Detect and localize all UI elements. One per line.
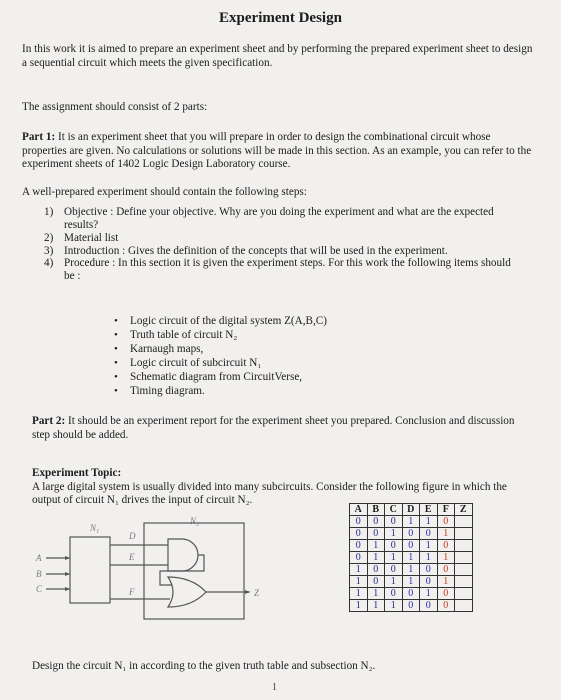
n1-block	[70, 537, 110, 603]
table-cell: 1	[385, 600, 403, 612]
part1-text: It is an experiment sheet that you will prepare in order to design the combinational circuit whose properties are given. No calculations or solutions will be made in this section. As an example, you can refer to the experiment sheets of 1402 Logic Design Laboratory course.	[22, 131, 532, 170]
table-cell: 0	[367, 564, 385, 576]
truth-table	[349, 503, 473, 612]
circuit-diagram	[32, 515, 272, 635]
table-row	[350, 588, 473, 600]
table-cell	[455, 528, 473, 540]
and-gate	[168, 539, 198, 571]
table-cell	[455, 588, 473, 600]
table-cell: 0	[385, 588, 403, 600]
table-cell: 0	[385, 564, 403, 576]
input-a-label: A	[36, 553, 42, 563]
table-cell: 1	[367, 600, 385, 612]
table-cell: 1	[420, 540, 438, 552]
table-row	[350, 600, 473, 612]
table-cell: 1	[385, 528, 403, 540]
part2-label: Part 2:	[32, 415, 66, 427]
table-cell: 0	[367, 516, 385, 528]
table-cell: 0	[402, 540, 420, 552]
table-cell: 0	[437, 600, 455, 612]
steps-intro: A well-prepared experiment should contain the following steps:	[22, 186, 307, 198]
n1-label: N₁	[90, 523, 100, 533]
header-z: Z	[455, 504, 473, 516]
table-cell: 1	[420, 516, 438, 528]
wire-d-label: D	[129, 531, 136, 541]
part2-paragraph	[32, 415, 532, 442]
table-cell: 1	[402, 516, 420, 528]
table-cell: 0	[420, 564, 438, 576]
table-cell: 0	[437, 564, 455, 576]
part2-text: It should be an experiment report for the experiment sheet you prepared. Conclusion and discussion step should be added.	[32, 415, 515, 441]
experiment-topic	[32, 467, 532, 508]
table-cell: 0	[350, 516, 368, 528]
input-b-label: B	[36, 569, 42, 579]
table-cell: 0	[385, 540, 403, 552]
bullet-item: • Logic circuit of the digital system Z(A,B,C)	[112, 314, 492, 328]
table-cell: 0	[437, 588, 455, 600]
table-cell: 1	[350, 564, 368, 576]
assignment-line: The assignment should consist of 2 parts:	[22, 101, 208, 113]
page-title: Experiment Design	[219, 10, 342, 26]
bullet-item: • Karnaugh maps,	[112, 342, 492, 356]
table-cell: 1	[385, 552, 403, 564]
table-cell: 0	[402, 528, 420, 540]
part1-paragraph	[22, 131, 534, 172]
part1-label: Part 1:	[22, 131, 56, 143]
closing-instruction: Design the circuit N₁ in according to the given truth table and subsection N₂.	[32, 660, 376, 672]
step-item: 4) Procedure : In this section it is given the experiment steps. For this work the following items should be :	[44, 257, 511, 282]
topic-heading: Experiment Topic:	[32, 467, 122, 479]
step-item: 1) Objective : Define your objective. Why are you doing the experiment and what are the expected results?	[44, 206, 494, 231]
table-cell: 0	[437, 540, 455, 552]
table-cell: 0	[420, 576, 438, 588]
input-c-label: C	[36, 584, 43, 594]
topic-text: A large digital system is usually divided into many subcircuits. Consider the following figure in which the output of circuit N₁ drives the input of circuit N₂.	[32, 480, 507, 506]
table-row	[350, 516, 473, 528]
table-cell: 1	[437, 552, 455, 564]
table-cell: 0	[350, 528, 368, 540]
table-cell	[455, 576, 473, 588]
header-e: E	[420, 504, 438, 516]
intro-paragraph: In this work it is aimed to prepare an experiment sheet and by performing the prepared experiment sheet to design a sequential circuit which meets the given specification.	[22, 43, 533, 69]
table-cell: 0	[420, 528, 438, 540]
bullet-item: • Schematic diagram from CircuitVerse,	[112, 370, 492, 384]
table-cell: 1	[350, 588, 368, 600]
table-cell: 0	[367, 576, 385, 588]
page-number: 1	[272, 682, 277, 693]
step-item: 2) Material list	[44, 232, 119, 244]
bullet-item: • Timing diagram.	[112, 384, 492, 398]
table-cell: 1	[402, 552, 420, 564]
table-cell: 0	[350, 552, 368, 564]
output-z-label: Z	[254, 588, 260, 598]
header-f: F	[437, 504, 455, 516]
table-cell: 1	[420, 588, 438, 600]
truth-table-body	[350, 516, 473, 612]
header-d: D	[402, 504, 420, 516]
table-cell: 0	[402, 588, 420, 600]
table-cell	[455, 540, 473, 552]
table-cell: 1	[367, 588, 385, 600]
table-cell: 0	[402, 600, 420, 612]
table-cell: 1	[385, 576, 403, 588]
table-cell	[455, 600, 473, 612]
table-cell: 1	[350, 576, 368, 588]
table-cell: 1	[420, 552, 438, 564]
header-b: B	[367, 504, 385, 516]
wire-e-label: E	[129, 552, 135, 562]
table-cell	[455, 564, 473, 576]
or-gate	[168, 577, 206, 607]
wire-f-label: F	[129, 587, 135, 597]
table-row	[350, 540, 473, 552]
bullet-item: • Logic circuit of subcircuit N₁	[112, 356, 492, 370]
table-cell: 0	[385, 516, 403, 528]
table-cell: 0	[420, 600, 438, 612]
table-cell: 1	[350, 600, 368, 612]
table-cell: 1	[402, 564, 420, 576]
procedure-bullets	[112, 314, 492, 398]
truth-table-header	[350, 504, 473, 516]
table-cell: 1	[437, 576, 455, 588]
table-cell: 0	[350, 540, 368, 552]
header-c: C	[385, 504, 403, 516]
n2-label: N₂	[190, 516, 200, 526]
steps-list	[44, 206, 514, 282]
table-cell: 0	[437, 516, 455, 528]
table-cell	[455, 552, 473, 564]
table-cell: 1	[367, 540, 385, 552]
table-row	[350, 576, 473, 588]
table-row	[350, 528, 473, 540]
table-row	[350, 552, 473, 564]
table-cell: 0	[367, 528, 385, 540]
header-a: A	[350, 504, 368, 516]
table-cell: 1	[367, 552, 385, 564]
table-cell: 1	[402, 576, 420, 588]
step-item: 3) Introduction : Gives the definition of the concepts that will be used in the experiment.	[44, 244, 448, 257]
table-row	[350, 564, 473, 576]
table-cell: 1	[437, 528, 455, 540]
bullet-item: • Truth table of circuit N₂	[112, 328, 492, 342]
table-cell	[455, 516, 473, 528]
